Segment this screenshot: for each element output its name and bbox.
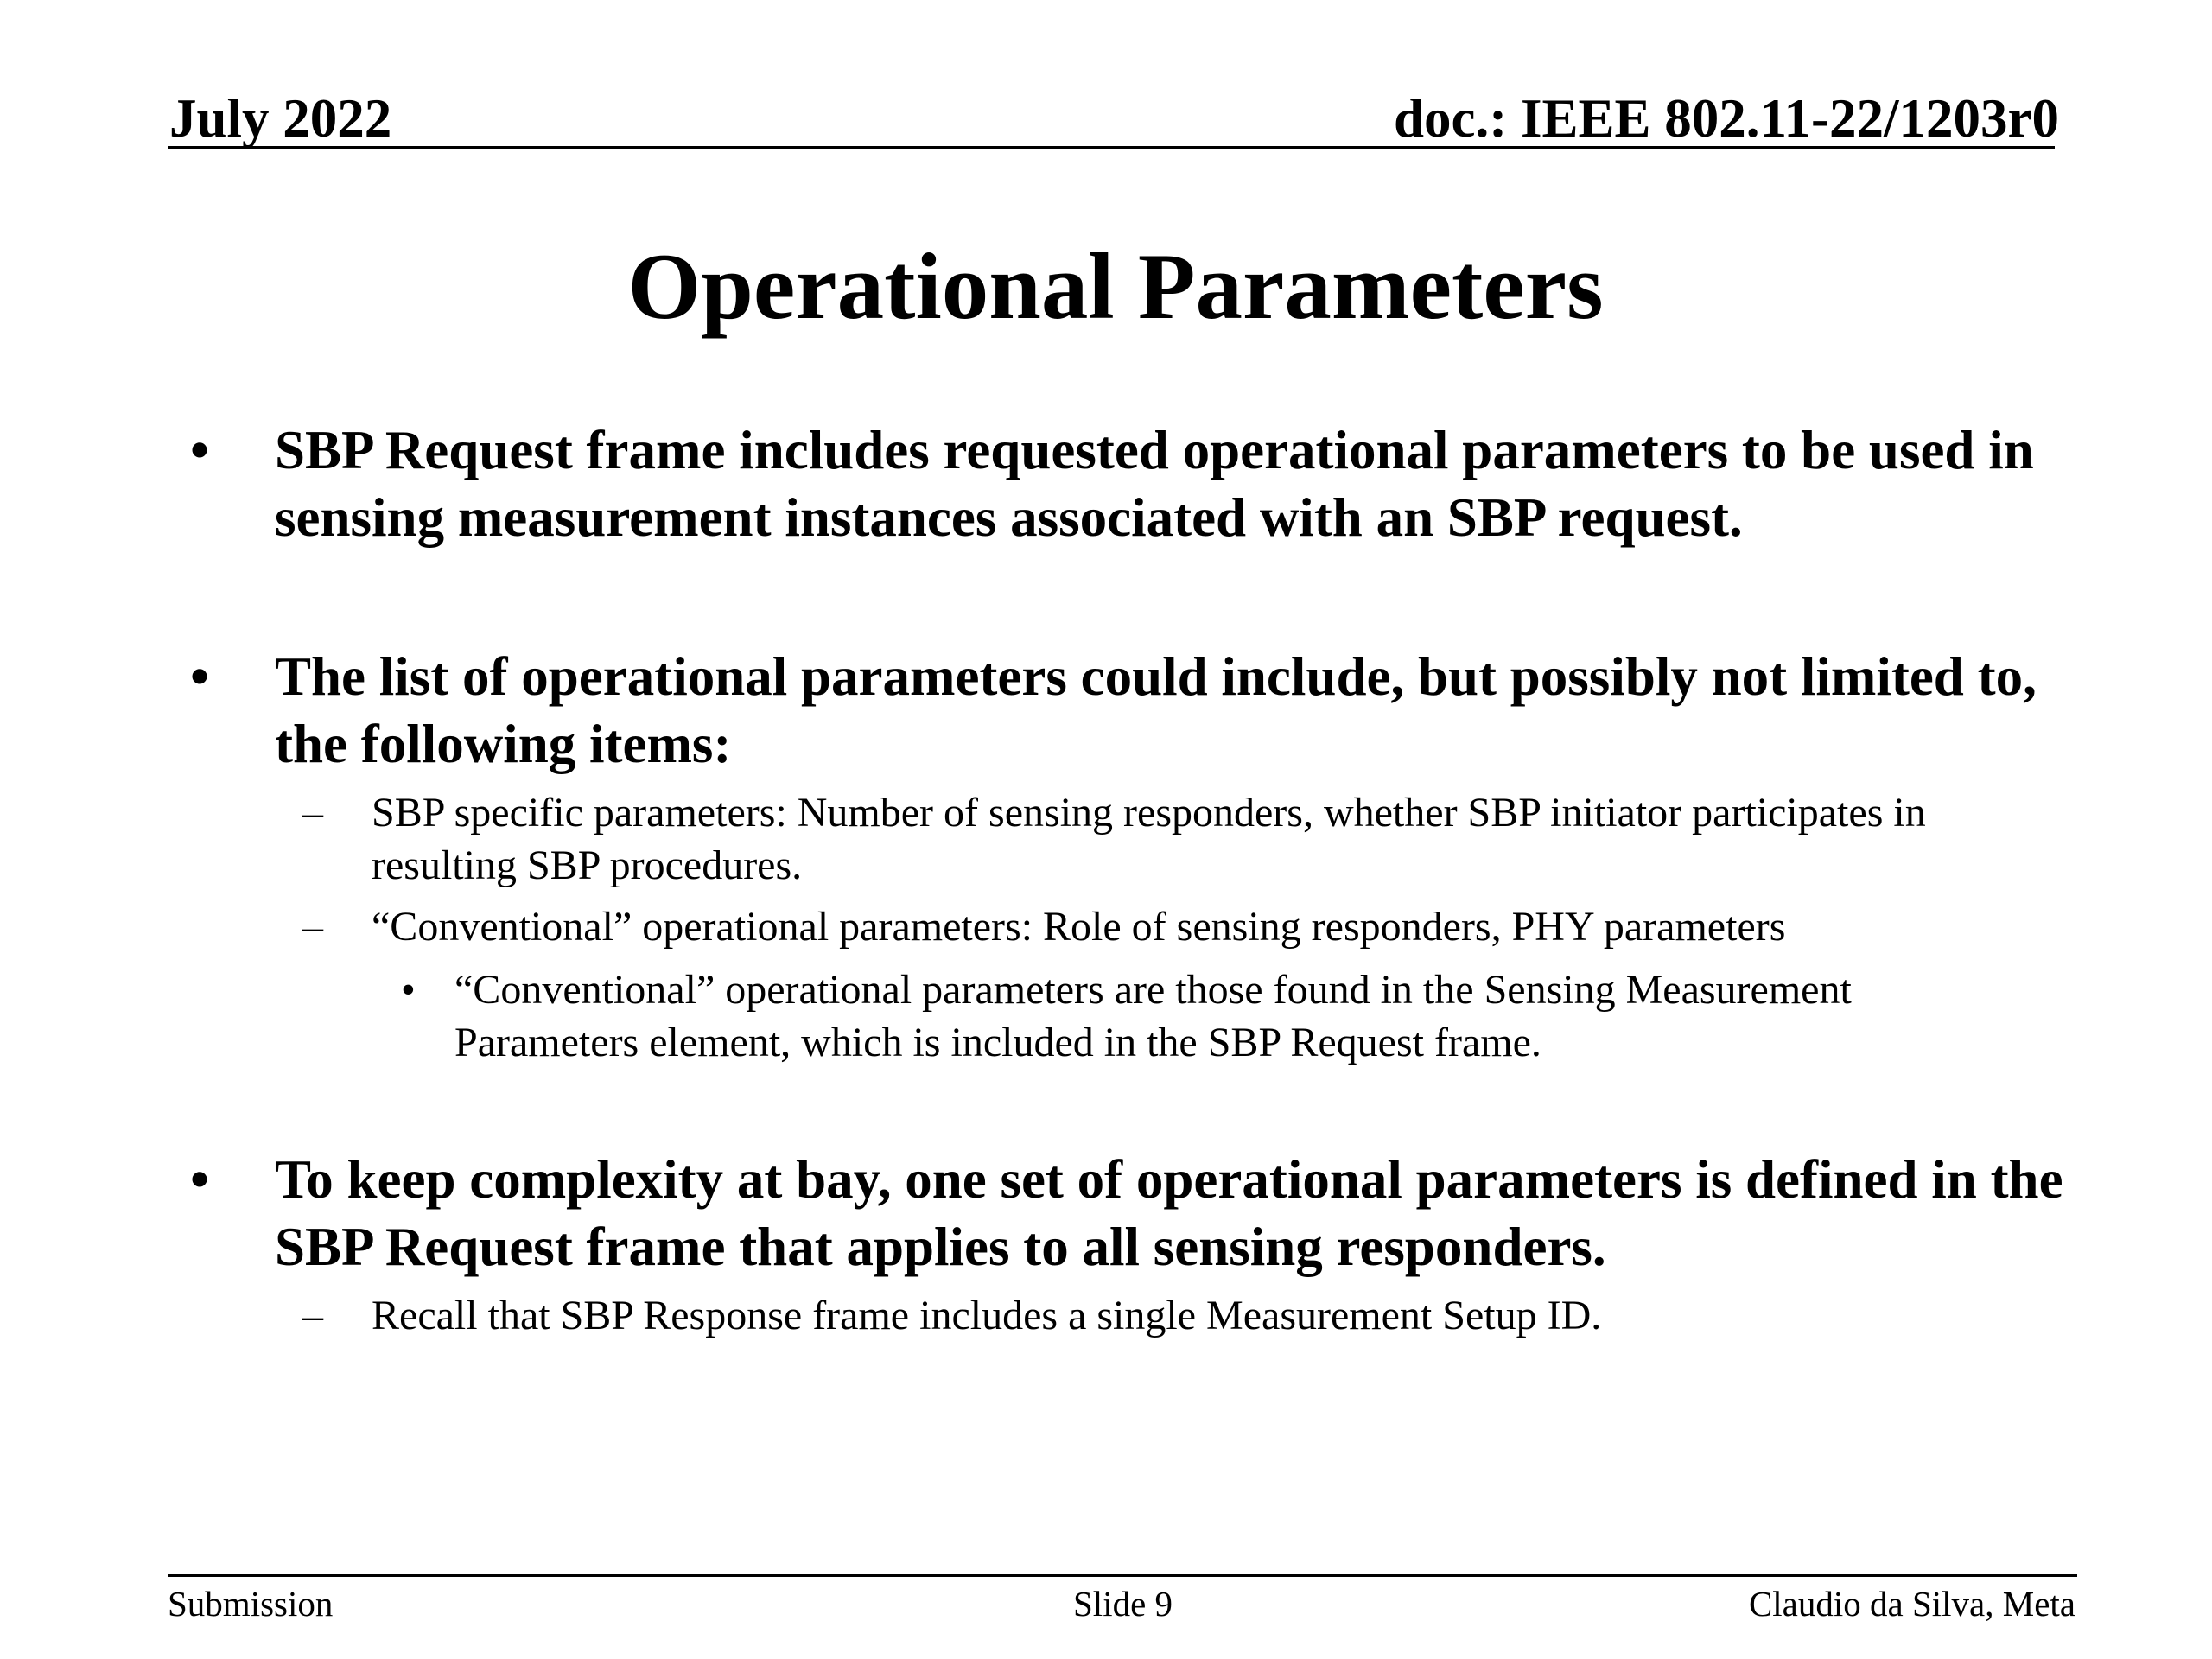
footer-divider (168, 1574, 2077, 1577)
sub-sub-bullet-marker: • (401, 967, 416, 1013)
bullet-marker: • (190, 646, 210, 707)
sub-bullet-text: SBP specific parameters: Number of sensing responders, whether SBP initiator participates in resulting SBP procedures. (372, 790, 1926, 888)
sub-bullet-text: “Conventional” operational parameters: Role of sensing responders, PHY parameters (372, 904, 1786, 950)
header-doc-id: doc.: IEEE 802.11-22/1203r0 (1393, 88, 2059, 149)
bullet-marker: • (190, 1149, 210, 1210)
footer-submission: Submission (168, 1584, 334, 1624)
sub-bullet-marker: – (302, 1293, 323, 1338)
sub-sub-bullet-text: “Conventional” operational parameters are those found in the Sensing Measurement Parameters element, which is included in the SBP Request frame. (454, 967, 1852, 1065)
sub-bullet-marker: – (302, 790, 323, 836)
slide-title: Operational Parameters (627, 234, 1604, 339)
footer-author: Claudio da Silva, Meta (1748, 1584, 2075, 1624)
header-date: July 2022 (169, 88, 392, 149)
bullet-text: The list of operational parameters could include, but possibly not limited to, the following items: (275, 646, 2037, 774)
footer-slide-number: Slide 9 (1073, 1584, 1173, 1624)
sub-bullet-text: Recall that SBP Response frame includes a single Measurement Setup ID. (372, 1293, 1602, 1338)
sub-bullet-marker: – (302, 904, 323, 950)
bullet-text: To keep complexity at bay, one set of operational parameters is defined in the SBP Request frame that applies to all sensing responders. (275, 1149, 2063, 1277)
bullet-marker: • (190, 420, 210, 480)
bullet-text: SBP Request frame includes requested operational parameters to be used in sensing measurement instances associated with an SBP request. (275, 420, 2034, 548)
